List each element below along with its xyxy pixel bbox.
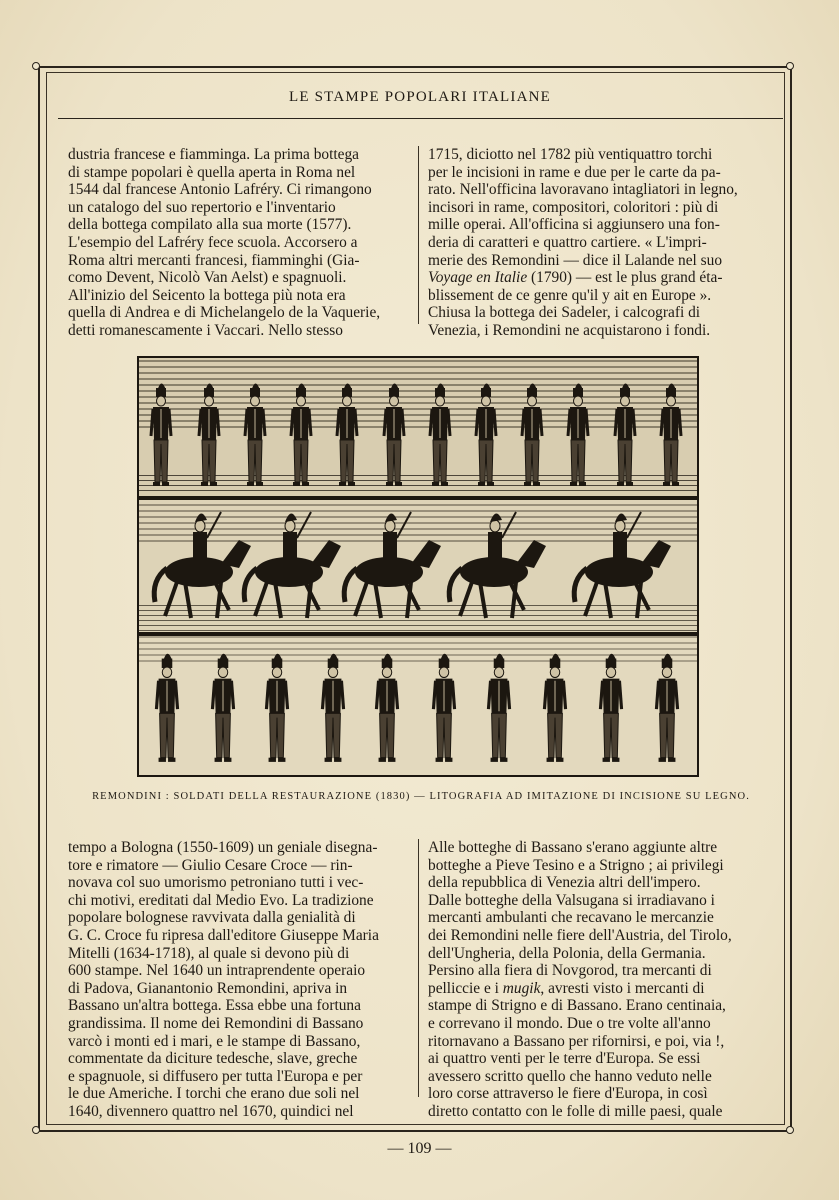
text-line: e correvano il mondo. Due o tre volte all'anno <box>428 1014 711 1032</box>
text-column-bottom-left <box>68 839 408 1121</box>
text-line: popolare bolognese ravvivata dalla genialità di <box>68 909 356 927</box>
text-line: di stampe popolari è quella aperta in Roma nel <box>68 163 356 181</box>
text-line: dustria francese e fiamminga. La prima bottega <box>68 146 360 163</box>
text-line: dei Remondini nelle fiere dell'Austria, del Tirolo, <box>428 926 732 944</box>
text-line: novava col suo umorismo petroniano tutti i vec- <box>68 874 364 892</box>
text-line: deria di caratteri e quattro cartiere. « L'impri- <box>428 233 707 251</box>
text-line: 1640, divennero quattro nel 1670, quindici nel <box>68 1102 354 1120</box>
text-line: di Padova, Gianantonio Remondini, apriva in <box>68 979 348 997</box>
text-line: quella di Andrea e di Michelangelo de la Vaquerie, <box>68 304 381 322</box>
text-line: mille operai. All'officina si aggiunsero una fon- <box>428 216 720 234</box>
header-rule <box>58 118 783 119</box>
text-line: 1544 dal francese Antonio Lafréry. Ci rimangono <box>68 181 372 199</box>
text-line: L'esempio del Lafréry fece scuola. Accorsero a <box>68 233 358 251</box>
text-column-top-right <box>428 146 767 340</box>
text-line: blissement de ce genre qu'il y ait en Europe ». <box>428 286 712 304</box>
text-line: Roma altri mercanti francesi, fiamminghi (Gia- <box>68 251 360 269</box>
text-span: , avresti visto i mercanti di <box>540 979 705 997</box>
text-line: G. C. Croce fu ripresa dall'editore Giuseppe Maria <box>68 926 379 944</box>
text-line: tore e rimatore — Giulio Cesare Croce — rin- <box>68 856 353 874</box>
text-line: mercanti ambulanti che recavano le mercanzie <box>428 909 714 927</box>
text-line: merie des Remondini — dice il Lalande nel suo <box>428 251 723 269</box>
text-line: Dalle botteghe della Valsugana si irradiavano i <box>428 891 715 909</box>
text-line: incisori in rame, compositori, coloritori : più di <box>428 198 719 216</box>
text-line: loro corse attraverso le fiere d'Europa, in così <box>428 1085 708 1103</box>
text-line: chi motivi, ereditati dal Medio Evo. La tradizione <box>68 891 374 909</box>
text-line: varcò i monti ed i mari, e le stampe di Bassano, <box>68 1032 361 1050</box>
text-line: diretto contatto con le folle di mille paesi, quale <box>428 1102 723 1120</box>
page-number: — 109 — <box>387 1140 452 1157</box>
text-line: stampe di Strigno e di Bassano. Erano centinaia, <box>428 997 726 1015</box>
text-line: detti romanescamente i Vaccari. Nello stesso <box>68 321 343 339</box>
text-span: (1790) — est le plus grand éta- <box>527 269 723 287</box>
text-line: como Devent, Nicolò Van Aelst) e spagnuoli. <box>68 269 347 287</box>
text-line: Venezia, i Remondini ne acquistarono i fondi. <box>428 321 711 339</box>
text-line <box>428 980 767 998</box>
text-line: ritornavano a Bassano per rifornirsi, e poi, via !, <box>428 1032 725 1050</box>
text-line: della repubblica di Venezia altri dell'impero. <box>428 874 701 892</box>
soldiers-lithograph <box>137 356 699 777</box>
text-line: commentate da diciture tedesche, slave, greche <box>68 1050 358 1068</box>
text-line: grandissima. Il nome dei Remondini di Bassano <box>68 1014 364 1032</box>
text-span: pelliccie e i <box>428 979 503 997</box>
text-line: Persino alla fiera di Novgorod, tra mercanti di <box>428 962 712 980</box>
column-divider-bottom <box>418 839 419 1097</box>
column-divider-top <box>418 146 419 324</box>
text-line: Chiusa la bottega dei Sadeler, i calcografi di <box>428 304 701 322</box>
text-line: e spagnuole, si diffusero per tutta l'Europa e per <box>68 1067 363 1085</box>
text-line: avessero scritto quello che hanno veduto nelle <box>428 1067 712 1085</box>
text-column-bottom-right <box>428 839 767 1121</box>
text-line: della bottega compilato alla sua morte (1577). <box>68 216 352 234</box>
text-line: un catalogo del suo repertorio e l'inventario <box>68 198 336 216</box>
text-line: All'inizio del Seicento la bottega più nota era <box>68 286 346 304</box>
text-line: botteghe a Pieve Tesino e a Strigno ; ai privilegi <box>428 856 724 874</box>
text-line: Bassano un'altra bottega. Essa ebbe una fortuna <box>68 997 361 1015</box>
text-line: dell'Ungheria, della Polonia, della Germania. <box>428 944 706 962</box>
text-column-top-left <box>68 146 408 340</box>
text-line <box>428 269 767 287</box>
text-line: tempo a Bologna (1550-1609) un geniale disegna- <box>68 839 378 856</box>
text-line: 1715, diciotto nel 1782 più ventiquattro torchi <box>428 146 713 163</box>
text-line: rato. Nell'officina lavoravano intagliatori in legno, <box>428 181 738 199</box>
running-head: LE STAMPE POPOLARI ITALIANE <box>288 89 552 105</box>
text-line: 600 stampe. Nel 1640 un intraprendente operaio <box>68 962 366 980</box>
book-title: Voyage en Italie <box>428 269 528 287</box>
figure-caption: REMONDINI : SOLDATI DELLA RESTAURAZIONE (1830) — LITOGRAFIA AD IMITAZIONE DI INCISIONE SU LEGNO. <box>92 791 750 802</box>
italic-word: mugik <box>502 979 541 997</box>
text-line: le due Americhe. I torchi che erano due soli nel <box>68 1085 360 1103</box>
text-line: Mitelli (1634-1718), al quale si devono più di <box>68 944 350 962</box>
text-line: per le incisioni in rame e due per le carte da pa- <box>428 163 721 181</box>
text-line: Alle botteghe di Bassano s'erano aggiunte altre <box>428 839 718 856</box>
text-line: ai quattro venti per le terre d'Europa. Se essi <box>428 1050 701 1068</box>
